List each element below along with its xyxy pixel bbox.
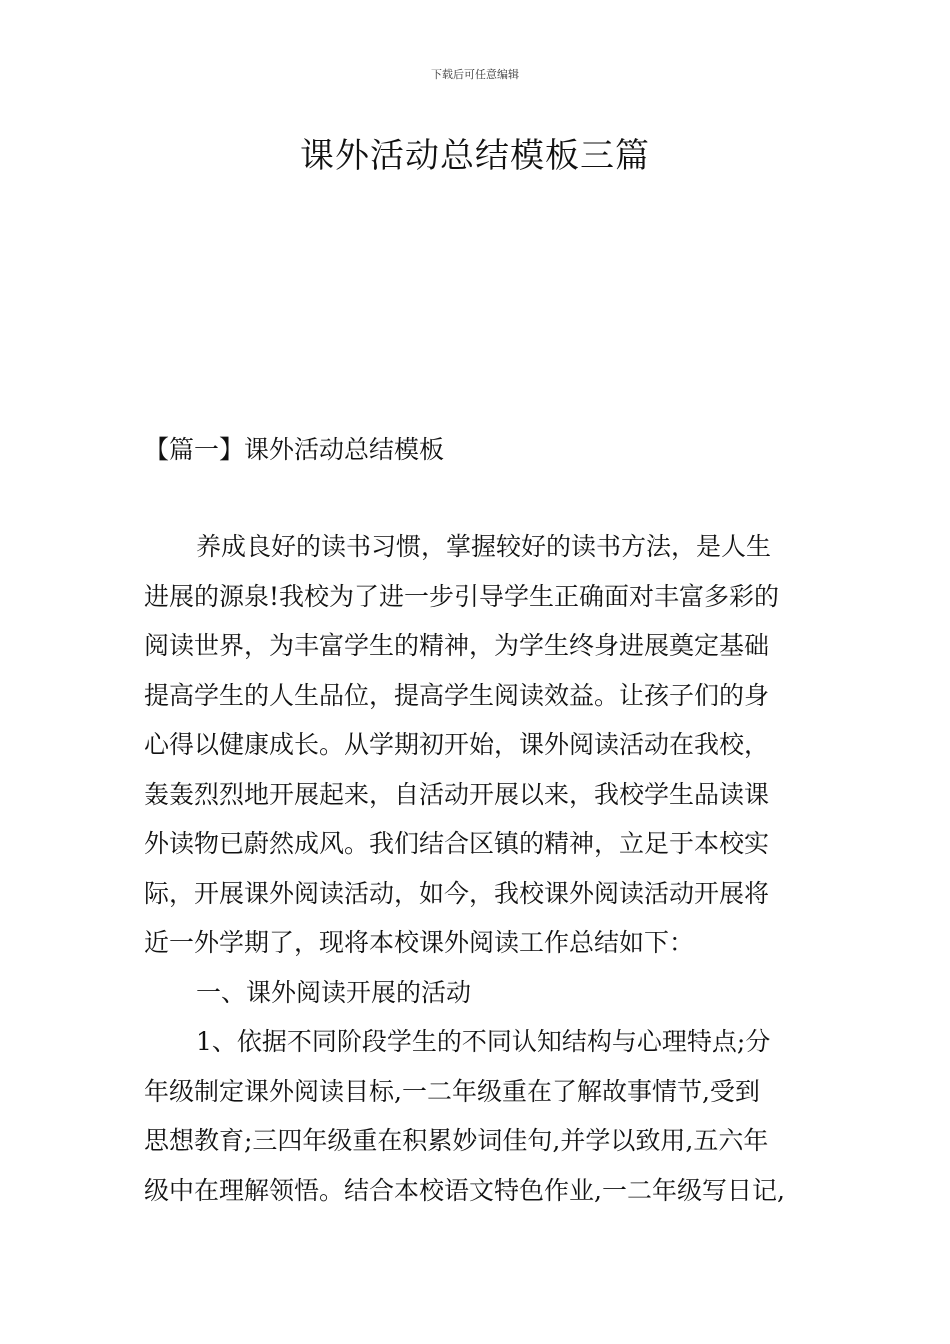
paragraph-line: 心得以健康成长。从学期初开始，课外阅读活动在我校， [144,730,770,759]
paragraph-line: 提高学生的人生品位，提高学生阅读效益。让孩子们的身 [144,680,770,710]
header-note: 下载后可任意编辑 [431,68,519,81]
paragraph-line: 际，开展课外阅读活动，如今，我校课外阅读活动开展将 [144,878,770,908]
subheading-line: 一、课外阅读开展的活动 [196,977,472,1007]
paragraph-line: 养成良好的读书习惯，掌握较好的读书方法，是人生 [196,532,772,561]
paragraph-line: 进展的源泉!我校为了进一步引导学生正确面对丰富多彩的 [144,581,780,611]
paragraph-line: 近一外学期了，现将本校课外阅读工作总结如下： [144,928,695,957]
body-text [144,522,814,1215]
paragraph-line: 级中在理解领悟。结合本校语文特色作业,一二年级写日记, [144,1175,785,1205]
paragraph-line: 年级制定课外阅读目标,一二年级重在了解故事情节,受到 [144,1076,760,1106]
paragraph-line: 阅读世界，为丰富学生的精神，为学生终身进展奠定基础 [144,631,770,660]
paragraph-line: 外读物已蔚然成风。我们结合区镇的精神，立足于本校实 [144,829,770,858]
paragraph-line: 1、依据不同阶段学生的不同认知结构与心理特点;分 [196,1027,771,1056]
document-title: 课外活动总结模板三篇 [300,136,650,176]
section-heading: 【篇一】课外活动总结模板 [144,435,445,464]
paragraph-line: 轰轰烈烈地开展起来，自活动开展以来，我校学生品读课 [144,779,770,809]
paragraph-line: 思想教育;三四年级重在积累妙词佳句,并学以致用,五六年 [144,1126,769,1155]
